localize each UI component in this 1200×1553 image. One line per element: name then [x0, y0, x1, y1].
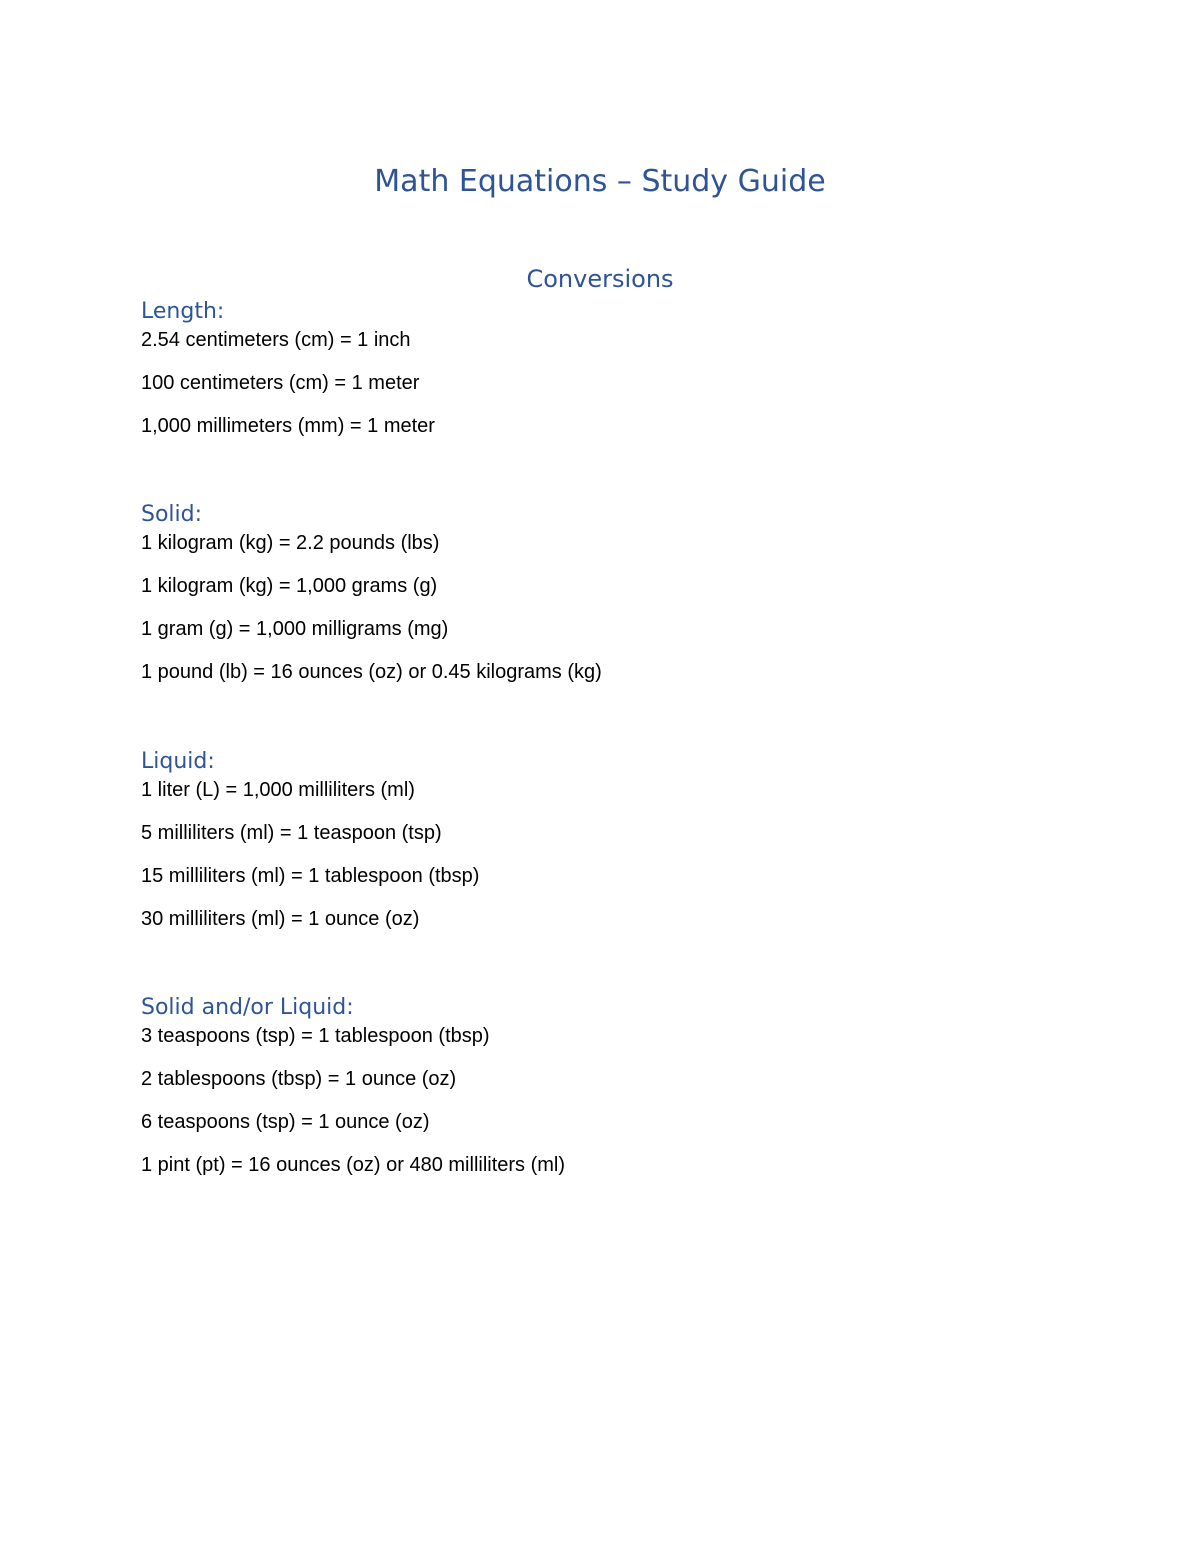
conversion-line: 30 milliliters (ml) = 1 ounce (oz): [141, 908, 420, 930]
conversion-line: 1 gram (g) = 1,000 milligrams (mg): [141, 618, 449, 640]
conversion-line: 1 pound (lb) = 16 ounces (oz) or 0.45 kilograms (kg): [141, 661, 602, 683]
conversion-line: 5 milliliters (ml) = 1 teaspoon (tsp): [141, 822, 442, 844]
section-solid-and-or-liquid: [141, 994, 1041, 1178]
conversion-line: 1 kilogram (kg) = 1,000 grams (g): [141, 575, 438, 597]
conversion-line: 2.54 centimeters (cm) = 1 inch: [141, 329, 411, 351]
conversion-line: 3 teaspoons (tsp) = 1 tablespoon (tbsp): [141, 1025, 490, 1047]
page-title: Math Equations – Study Guide: [374, 164, 826, 199]
page-subtitle: Conversions: [526, 265, 674, 293]
section-heading: Solid and/or Liquid:: [141, 995, 354, 1020]
conversion-line: 6 teaspoons (tsp) = 1 ounce (oz): [141, 1111, 430, 1133]
conversion-line: 2 tablespoons (tbsp) = 1 ounce (oz): [141, 1068, 457, 1090]
section-liquid: [141, 748, 1041, 932]
section-solid: [141, 501, 1041, 685]
conversion-line: 1 kilogram (kg) = 2.2 pounds (lbs): [141, 532, 440, 554]
conversion-line: 1 pint (pt) = 16 ounces (oz) or 480 milliliters (ml): [141, 1154, 566, 1176]
conversion-line: 1,000 millimeters (mm) = 1 meter: [141, 415, 435, 437]
section-length: [141, 298, 1041, 439]
section-heading: Liquid:: [141, 749, 215, 774]
section-heading: Solid:: [141, 502, 203, 527]
conversion-line: 100 centimeters (cm) = 1 meter: [141, 372, 420, 394]
conversion-line: 1 liter (L) = 1,000 milliliters (ml): [141, 779, 415, 801]
conversion-line: 15 milliliters (ml) = 1 tablespoon (tbsp): [141, 865, 480, 887]
section-heading: Length:: [141, 299, 225, 324]
